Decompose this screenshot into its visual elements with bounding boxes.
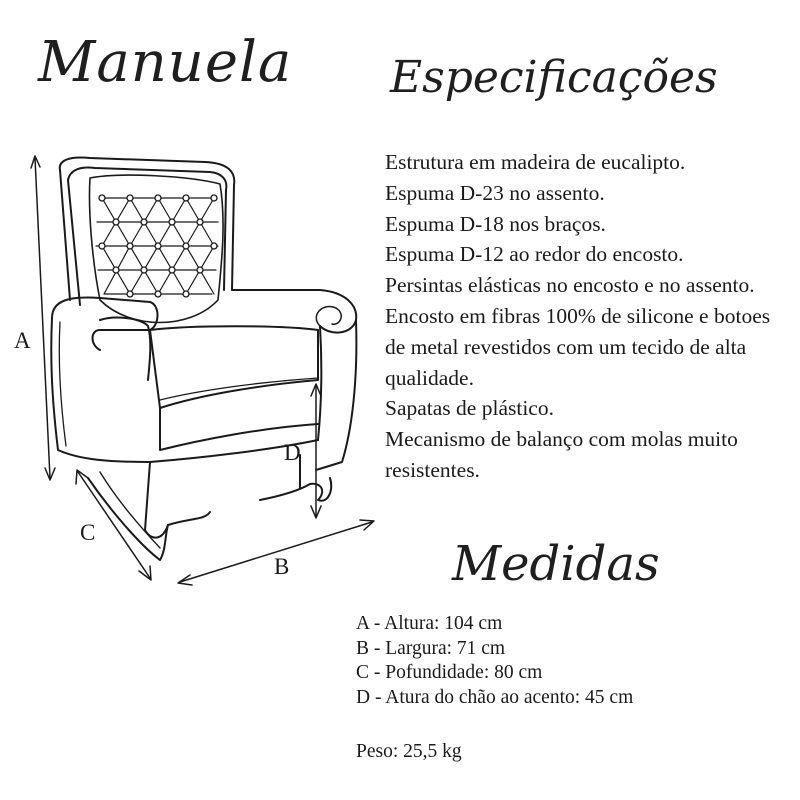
spec-item: Espuma D-18 nos braços.	[385, 211, 606, 236]
label-b: B	[274, 554, 290, 579]
spec-item: Sapatas de plástico.	[385, 396, 554, 421]
measure-height: A - Altura: 104 cm	[356, 613, 503, 634]
spec-item: Espuma D-12 ao redor do encosto.	[385, 242, 684, 267]
left-arm-scroll	[100, 318, 150, 380]
measure-seat-height: D - Atura do chão ao acento: 45 cm	[356, 686, 634, 708]
specifications-list	[385, 147, 790, 486]
left-arm	[52, 298, 158, 350]
measure-width: B - Largura: 71 cm	[356, 637, 506, 659]
label-a: A	[14, 328, 31, 353]
spec-item: Mecanismo de balanço com molas muito resistentes.	[385, 427, 738, 482]
spec-item: Espuma D-23 no assento.	[385, 180, 605, 205]
measure-depth: C - Pofundidade: 80 cm	[356, 662, 543, 684]
left-arm-front	[51, 318, 150, 462]
left-arm-piping	[59, 322, 66, 446]
product-name: Manuela	[38, 30, 293, 95]
measures-title: Medidas	[452, 536, 660, 592]
label-c: C	[80, 520, 96, 545]
spec-item: Estrutura em madeira de eucalipto.	[385, 150, 686, 174]
weight-text: Peso: 25,5 kg	[356, 741, 462, 762]
seat-cushion	[150, 326, 318, 408]
rocker-leg-front	[145, 462, 168, 538]
rocker-right	[260, 478, 331, 501]
right-arm-scroll	[316, 307, 341, 326]
spec-item: Persintas elásticas no encosto e no assento.	[385, 273, 755, 298]
measures-list	[356, 612, 796, 710]
spec-item: Encosto em fibras 100% de silicone e botoes de metal revestidos com um tecido de alta qualidade.	[385, 303, 771, 390]
label-d: D	[284, 440, 301, 465]
right-arm-side	[316, 320, 356, 470]
specifications-title: Especificações	[390, 52, 718, 103]
rocker-left	[88, 478, 210, 560]
rocking-armchair-icon	[0, 140, 380, 600]
